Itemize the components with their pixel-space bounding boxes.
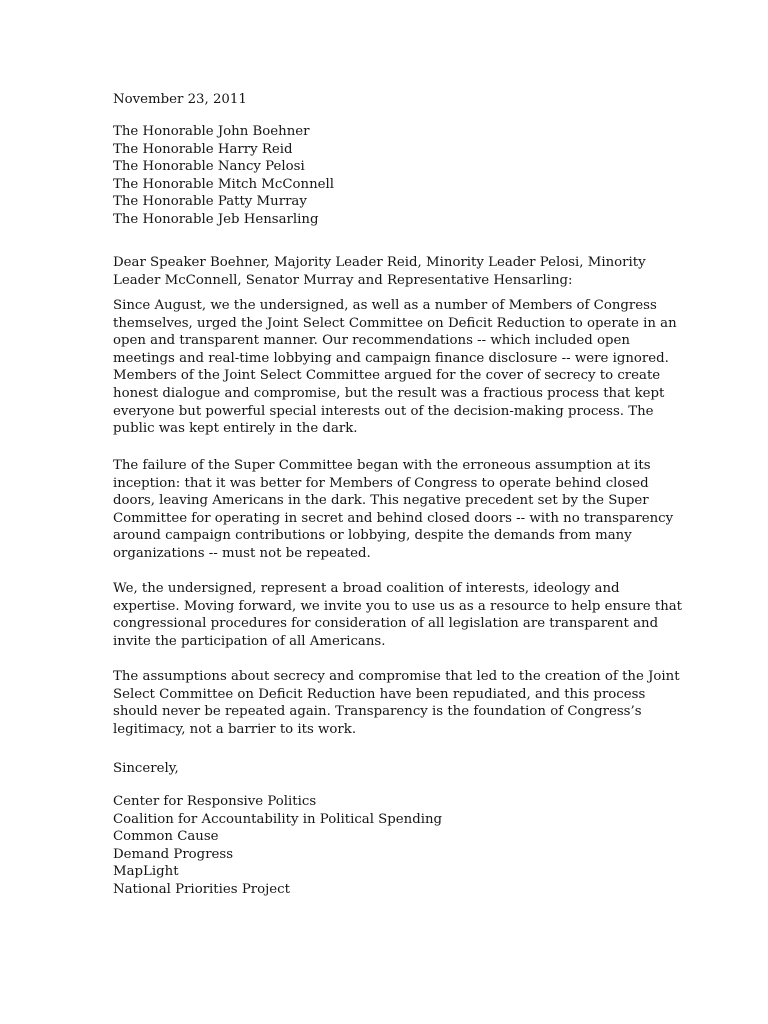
paragraph-line: doors, leaving Americans in the dark. This negative precedent set by the Super: [113, 493, 649, 509]
paragraph-line: themselves, urged the Joint Select Committee on Deficit Reduction to operate in an: [113, 315, 677, 331]
paragraph-line: organizations -- must not be repeated.: [113, 545, 371, 561]
signatory-list: [113, 793, 673, 899]
signatory-line: National Priorities Project: [113, 881, 290, 897]
paragraph-line: Committee for operating in secret and behind closed doors -- with no transparency: [113, 510, 674, 526]
paragraph-line: inception: that it was better for Members of Congress to operate behind closed: [113, 475, 649, 491]
paragraph-line: everyone but powerful special interests out of the decision-making process. The: [113, 403, 654, 419]
paragraph-line: Members of the Joint Select Committee argued for the cover of secrecy to create: [113, 368, 661, 384]
recipient-line: The Honorable Jeb Hensarling: [113, 211, 319, 227]
recipient-list: [113, 123, 673, 229]
letter-closing: Sincerely,: [113, 761, 179, 776]
recipient-line: The Honorable Harry Reid: [113, 141, 293, 157]
paragraph-line: meetings and real-time lobbying and campaign finance disclosure -- were ignored.: [113, 350, 669, 366]
body-paragraph-3: [113, 580, 683, 650]
letter-date: November 23, 2011: [113, 92, 247, 107]
body-paragraph-1: [113, 297, 677, 438]
recipient-line: The Honorable John Boehner: [113, 124, 310, 139]
body-paragraph-4: [113, 668, 680, 738]
paragraph-line: Since August, we the undersigned, as well as a number of Members of Congress: [113, 298, 657, 313]
paragraph-line: legitimacy, not a barrier to its work.: [113, 721, 357, 737]
paragraph-line: around campaign contributions or lobbying, despite the demands from many: [113, 528, 632, 544]
signatory-line: Center for Responsive Politics: [113, 794, 317, 809]
signatory-line: MapLight: [113, 864, 179, 880]
paragraph-line: congressional procedures for consideration of all legislation are transparent and: [113, 616, 659, 632]
paragraph-line: invite the participation of all Americans.: [113, 633, 386, 649]
body-paragraph-2: [113, 457, 673, 563]
recipient-line: The Honorable Nancy Pelosi: [113, 159, 305, 175]
signatory-line: Common Cause: [113, 829, 219, 845]
signatory-line: Coalition for Accountability in Political Spending: [113, 811, 443, 827]
paragraph-line: should never be repeated again. Transparency is the foundation of Congress’s: [113, 704, 642, 720]
paragraph-line: honest dialogue and compromise, but the result was a fractious process that kept: [113, 385, 665, 401]
salutation-line: Dear Speaker Boehner, Majority Leader Reid, Minority Leader Pelosi, Minority: [113, 255, 646, 270]
paragraph-line: The assumptions about secrecy and compromise that led to the creation of the Joint: [113, 669, 680, 684]
paragraph-line: We, the undersigned, represent a broad coalition of interests, ideology and: [113, 581, 620, 596]
salutation: [113, 254, 673, 289]
salutation-line: Leader McConnell, Senator Murray and Representative Hensarling:: [113, 272, 573, 288]
paragraph-line: expertise. Moving forward, we invite you to use us as a resource to help ensure that: [113, 598, 683, 614]
recipient-line: The Honorable Patty Murray: [113, 194, 307, 210]
paragraph-line: Select Committee on Deficit Reduction have been repudiated, and this process: [113, 686, 646, 702]
paragraph-line: open and transparent manner. Our recommendations -- which included open: [113, 333, 630, 349]
recipient-line: The Honorable Mitch McConnell: [113, 176, 335, 192]
paragraph-line: public was kept entirely in the dark.: [113, 421, 358, 437]
signatory-line: Demand Progress: [113, 846, 234, 862]
paragraph-line: The failure of the Super Committee began with the erroneous assumption at its: [113, 458, 651, 473]
